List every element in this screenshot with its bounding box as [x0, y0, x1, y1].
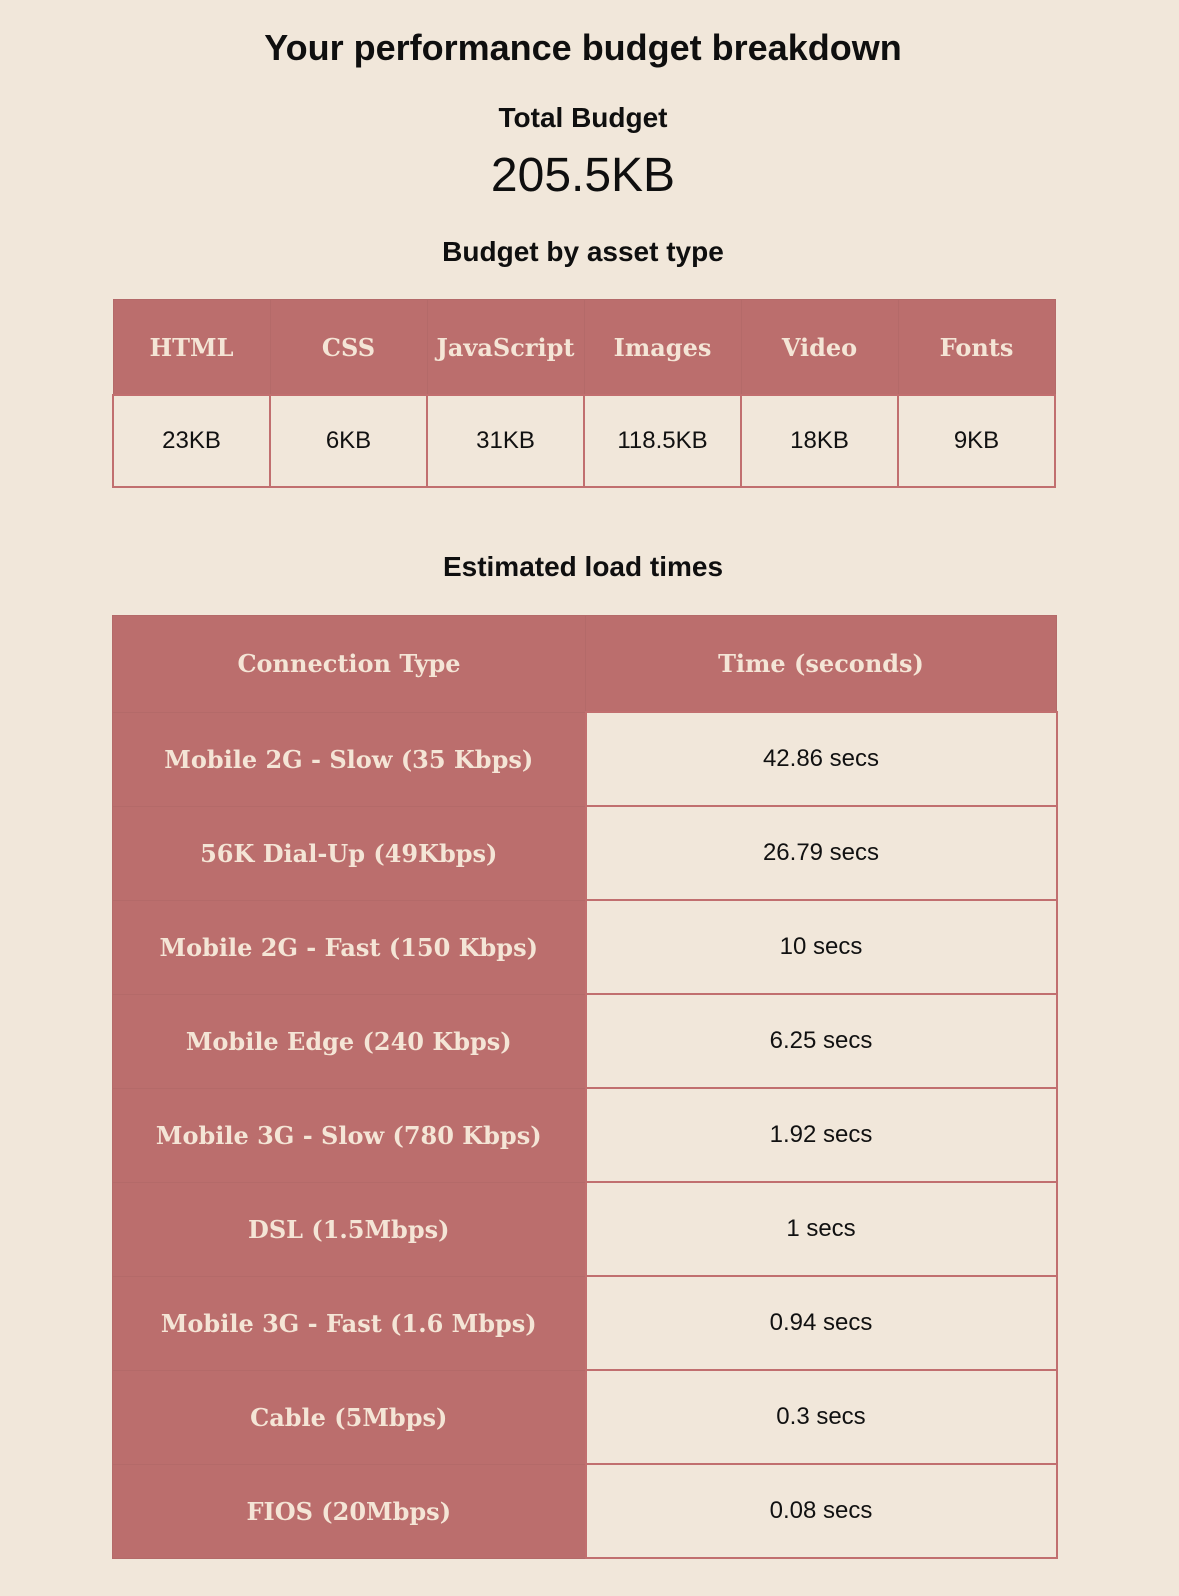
table-row	[113, 1088, 1057, 1182]
asset-value-row	[113, 395, 1055, 487]
asset-header-css: CSS	[270, 300, 427, 396]
connection-type-cell: 56K Dial-Up (49Kbps)	[113, 806, 586, 900]
asset-value-video: 18KB	[741, 395, 898, 487]
load-time-cell: 42.86 secs	[586, 712, 1057, 806]
connection-type-header: Connection Type	[113, 616, 586, 713]
asset-header-video: Video	[741, 300, 898, 396]
connection-type-cell: Cable (5Mbps)	[113, 1370, 586, 1464]
total-budget-label: Total Budget	[498, 102, 668, 133]
asset-header-row	[113, 300, 1055, 396]
table-row	[113, 1370, 1057, 1464]
connection-type-cell: FIOS (20Mbps)	[113, 1464, 586, 1558]
load-time-cell: 0.3 secs	[586, 1370, 1057, 1464]
connection-type-cell: Mobile 2G - Slow (35 Kbps)	[113, 712, 586, 806]
load-time-cell: 0.08 secs	[586, 1464, 1057, 1558]
asset-header-fonts: Fonts	[898, 300, 1055, 396]
connection-type-cell: Mobile 2G - Fast (150 Kbps)	[113, 900, 586, 994]
table-row	[113, 806, 1057, 900]
connection-type-cell: Mobile Edge (240 Kbps)	[113, 994, 586, 1088]
table-row	[113, 900, 1057, 994]
table-row	[113, 712, 1057, 806]
load-times-table	[112, 615, 1058, 1559]
load-time-cell: 1 secs	[586, 1182, 1057, 1276]
asset-budget-table	[112, 299, 1056, 488]
load-times-heading: Estimated load times	[442, 551, 724, 582]
asset-header-html: HTML	[113, 300, 270, 396]
connection-type-cell: DSL (1.5Mbps)	[113, 1182, 586, 1276]
asset-header-javascript: JavaScript	[427, 300, 584, 396]
asset-value-fonts: 9KB	[898, 395, 1055, 487]
load-time-cell: 0.94 secs	[586, 1276, 1057, 1370]
load-header-row	[113, 616, 1057, 713]
load-time-cell: 6.25 secs	[586, 994, 1057, 1088]
page-title: Your performance budget breakdown	[264, 27, 902, 68]
total-budget-value: 205.5KB	[490, 149, 676, 202]
load-time-cell: 1.92 secs	[586, 1088, 1057, 1182]
connection-type-cell: Mobile 3G - Fast (1.6 Mbps)	[113, 1276, 586, 1370]
asset-value-css: 6KB	[270, 395, 427, 487]
table-row	[113, 1464, 1057, 1558]
load-time-cell: 10 secs	[586, 900, 1057, 994]
connection-type-cell: Mobile 3G - Slow (780 Kbps)	[113, 1088, 586, 1182]
table-row	[113, 1276, 1057, 1370]
asset-type-heading: Budget by asset type	[442, 236, 724, 267]
asset-value-images: 118.5KB	[584, 395, 741, 487]
table-row	[113, 1182, 1057, 1276]
asset-header-images: Images	[584, 300, 741, 396]
time-header: Time (seconds)	[586, 616, 1057, 713]
asset-value-javascript: 31KB	[427, 395, 584, 487]
load-time-cell: 26.79 secs	[586, 806, 1057, 900]
table-row	[113, 994, 1057, 1088]
asset-value-html: 23KB	[113, 395, 270, 487]
